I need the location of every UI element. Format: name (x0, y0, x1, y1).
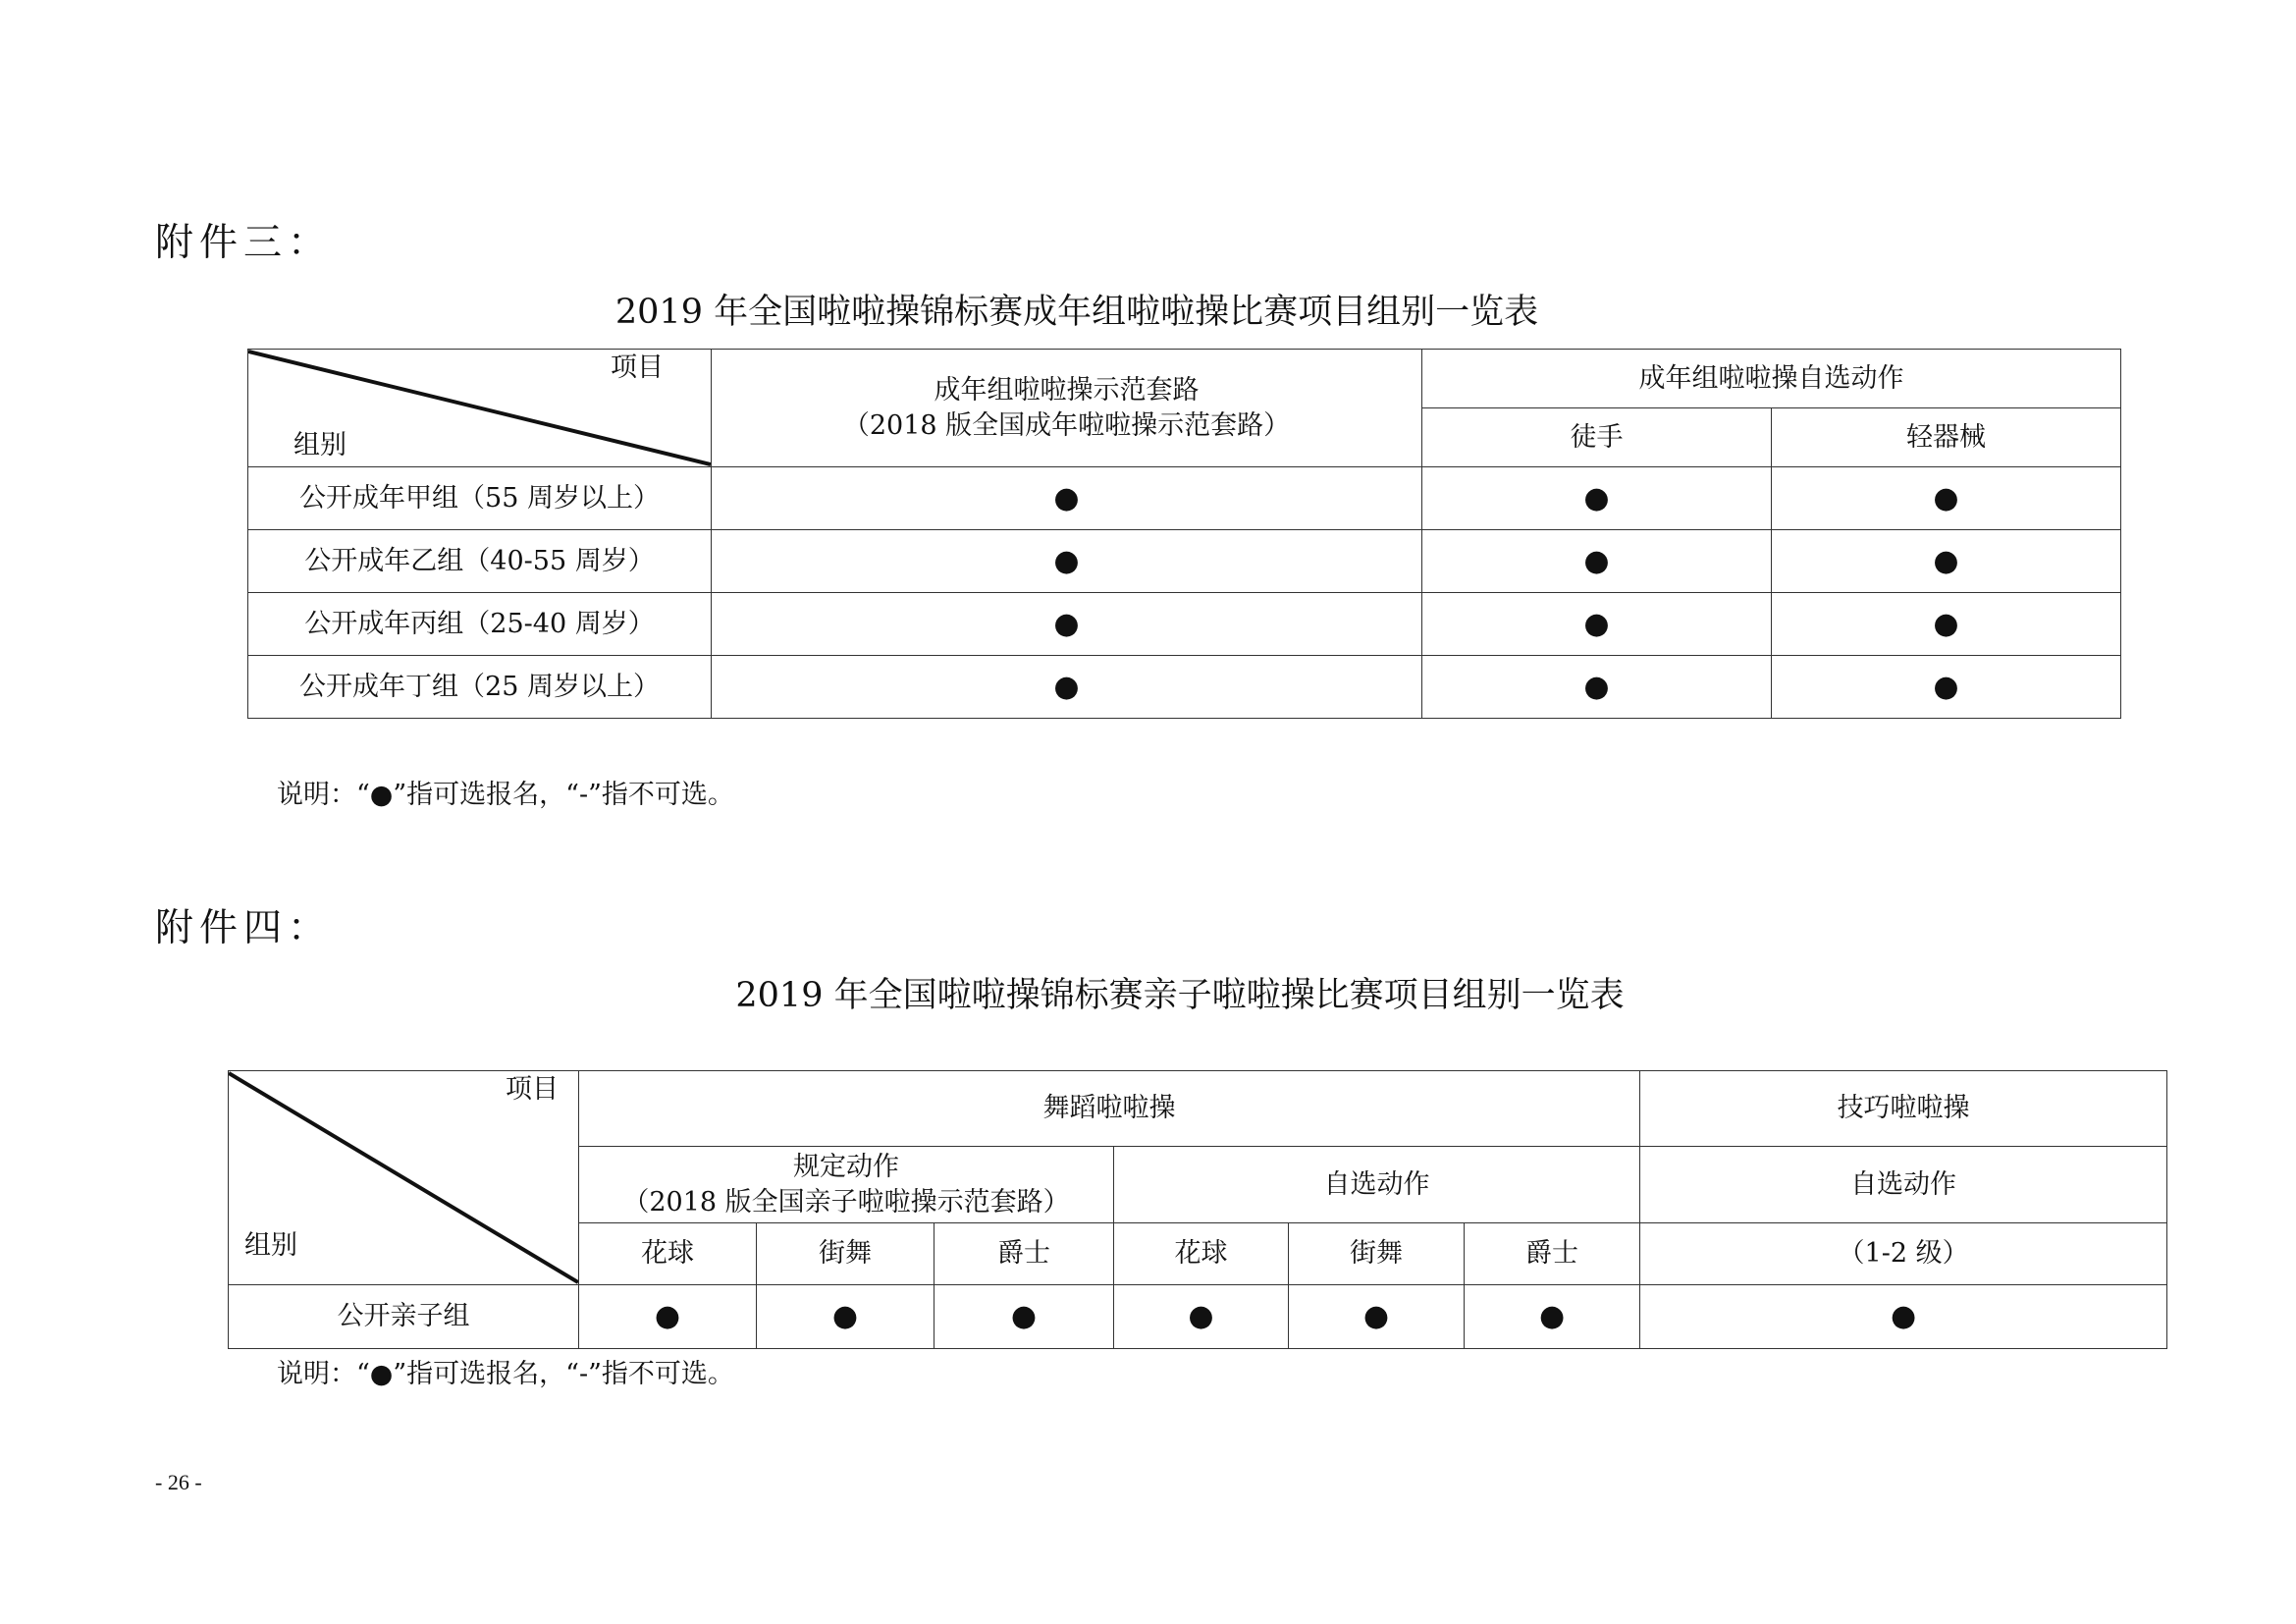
mark-dot: ● (712, 467, 1422, 530)
mark-dot: ● (712, 530, 1422, 593)
corner-label-item: 项目 (611, 352, 664, 383)
compulsory-line1: 规定动作 (793, 1151, 899, 1182)
annex3-col-freehand: 徒手 (1422, 408, 1772, 467)
mark-dot: ● (1640, 1285, 2167, 1349)
sub-col-hiphop: 街舞 (757, 1223, 934, 1285)
mark-dot: ● (1772, 593, 2121, 656)
corner-label-group: 组别 (294, 430, 347, 460)
group-name: 公开成年丙组（25-40 周岁） (248, 593, 712, 656)
mark-dot: ● (934, 1285, 1114, 1349)
annex4-heading: 附件四： (155, 906, 333, 950)
annex4-col-skill: 技巧啦啦操 (1640, 1071, 2167, 1147)
mark-dot: ● (579, 1285, 757, 1349)
table-row (248, 656, 2121, 719)
mark-dot: ● (1422, 530, 1772, 593)
mark-dot: ● (1422, 656, 1772, 719)
demo-line1: 成年组啦啦操示范套路 (934, 374, 1200, 406)
sub-col-pompom: 花球 (1114, 1223, 1289, 1285)
corner-label-group: 组别 (244, 1230, 297, 1261)
annex3-table (247, 349, 2121, 719)
annex3-corner-cell (248, 350, 712, 467)
table-row (229, 1285, 2167, 1349)
annex4-title: 2019 年全国啦啦操锦标赛亲子啦啦操比赛项目组别一览表 (735, 976, 1625, 1015)
annex3-col-optional: 成年组啦啦操自选动作 (1422, 350, 2121, 408)
mark-dot: ● (1772, 656, 2121, 719)
mark-dot: ● (1772, 467, 2121, 530)
group-name: 公开成年乙组（40-55 周岁） (248, 530, 712, 593)
mark-dot: ● (1422, 467, 1772, 530)
sub-col-pompom: 花球 (579, 1223, 757, 1285)
sub-col-jazz: 爵士 (934, 1223, 1114, 1285)
annex3-heading: 附件三： (155, 221, 333, 265)
mark-dot: ● (1465, 1285, 1640, 1349)
annex4-corner-cell (229, 1071, 579, 1285)
compulsory-line2: （2018 版全国亲子啦啦操示范套路） (622, 1186, 1070, 1218)
mark-dot: ● (1114, 1285, 1289, 1349)
annex4-note: 说明：“●”指可选报名，“-”指不可选。 (277, 1359, 734, 1389)
annex4-col-skill-optional: 自选动作 (1640, 1147, 2167, 1223)
mark-dot: ● (1772, 530, 2121, 593)
group-name: 公开亲子组 (229, 1285, 579, 1349)
annex3-note: 说明：“●”指可选报名，“-”指不可选。 (277, 780, 734, 810)
mark-dot: ● (712, 656, 1422, 719)
annex4-col-optional: 自选动作 (1114, 1147, 1640, 1223)
annex3-col-apparatus: 轻器械 (1772, 408, 2121, 467)
group-name: 公开成年丁组（25 周岁以上） (248, 656, 712, 719)
demo-line2: （2018 版全国成年啦啦操示范套路） (842, 409, 1291, 441)
annex4-col-compulsory (579, 1147, 1114, 1223)
sub-col-skill-level: （1-2 级） (1640, 1223, 2167, 1285)
mark-dot: ● (1422, 593, 1772, 656)
mark-dot: ● (1289, 1285, 1465, 1349)
corner-label-item: 项目 (506, 1074, 559, 1105)
annex3-title: 2019 年全国啦啦操锦标赛成年组啦啦操比赛项目组别一览表 (614, 293, 1539, 332)
mark-dot: ● (757, 1285, 934, 1349)
table-row (248, 593, 2121, 656)
sub-col-hiphop: 街舞 (1289, 1223, 1465, 1285)
page-number: - 26 - (155, 1470, 202, 1494)
annex4-col-dance: 舞蹈啦啦操 (579, 1071, 1640, 1147)
annex4-table (228, 1070, 2167, 1349)
table-row (248, 467, 2121, 530)
table-row (248, 530, 2121, 593)
mark-dot: ● (712, 593, 1422, 656)
sub-col-jazz: 爵士 (1465, 1223, 1640, 1285)
group-name: 公开成年甲组（55 周岁以上） (248, 467, 712, 530)
annex3-col-demo (712, 350, 1422, 467)
